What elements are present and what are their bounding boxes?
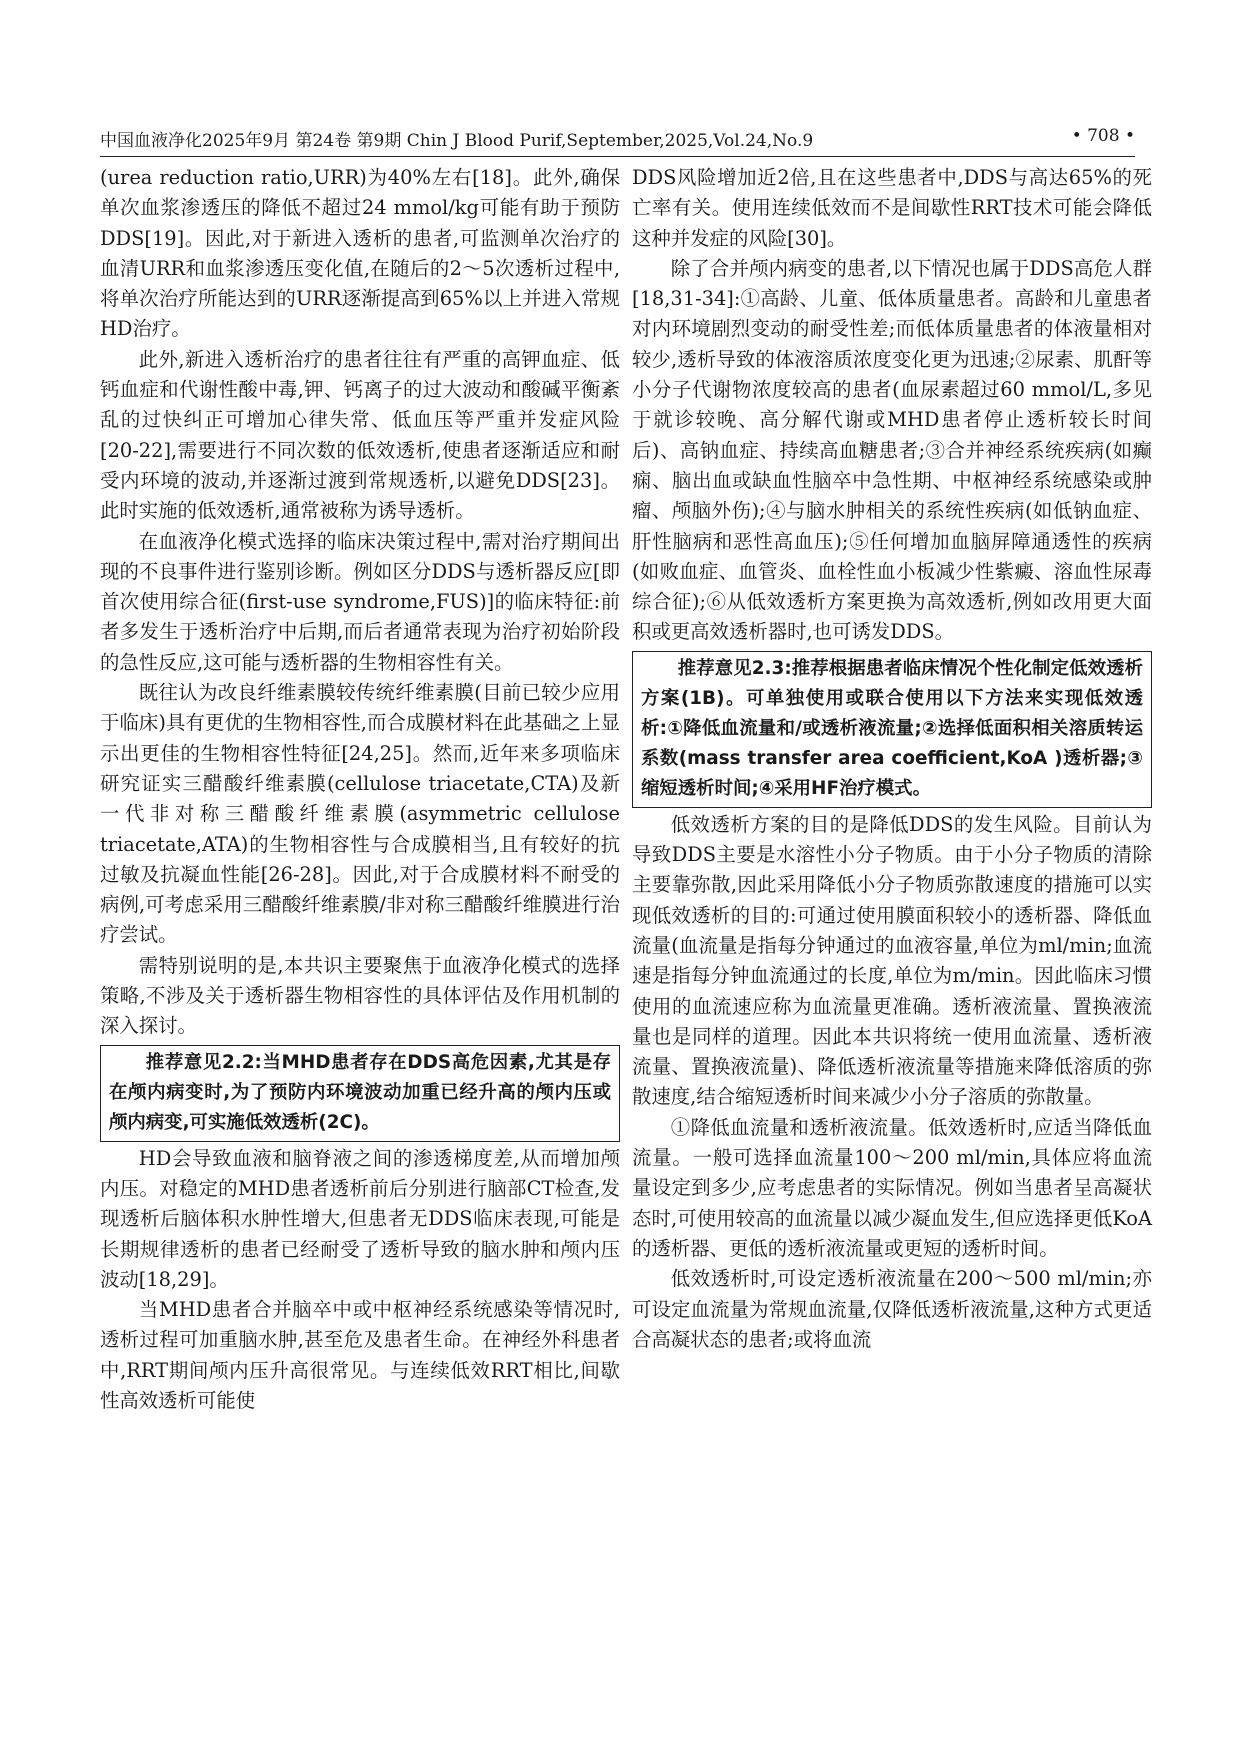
body-paragraph: 既往认为改良纤维素膜较传统纤维素膜(目前已较少应用于临床)具有更优的生物相容性,而合成膜材料在此基础之上显示出更佳的生物相容性特征[24,25]。然而,近年来多项临床研究证实三醋酸纤维素膜(cellulose triacetate,CTA)及新一代非对称三醋酸纤维素膜(asymmetric cellulose triacetate,ATA)的生物相容性与合成膜相当,且有较好的抗过敏及抗凝血性能[26-28]。因此,对于合成膜材料不耐受的病例,可考虑采用三醋酸纤维素膜/非对称三醋酸纤维膜进行治疗尝试。 (100, 681, 620, 947)
body-paragraph: DDS风险增加近2倍,且在这些患者中,DDS与高达65%的死亡率有关。使用连续低效而不是间歇性RRT技术可能会降低这种并发症的风险[30]。 (632, 166, 1152, 250)
right-column (632, 163, 1152, 1355)
body-paragraph: 低效透析方案的目的是降低DDS的发生风险。目前认为导致DDS主要是水溶性小分子物质。由于小分子物质的清除主要靠弥散,因此采用降低小分子物质弥散速度的措施可以实现低效透析的目的:可通过使用膜面积较小的透析器、降低血流量(血流量是指每分钟通过的血液容量,单位为ml/min;血流速是指每分钟血流通过的长度,单位为m/min。因此临床习惯使用的血流速应称为血流量更准确。透析液流量、置换液流量也是同样的道理。因此本共识将统一使用血流量、透析液流量、置换液流量)、降低透析液流量等措施来降低溶质的弥散速度,结合缩短透析时间来减少小分子溶质的弥散量。 (632, 812, 1152, 1109)
body-paragraph: 在血液净化模式选择的临床决策过程中,需对治疗期间出现的不良事件进行鉴别诊断。例如区分DDS与透析器反应[即首次使用综合征(first-use syndrome,FUS)]的临床特征:前者多发生于透析治疗中后期,而后者通常表现为治疗初始阶段的急性反应,这可能与透析器的生物相容性有关。 (100, 529, 620, 674)
body-paragraph: HD会导致血液和脑脊液之间的渗透梯度差,从而增加颅内压。对稳定的MHD患者透析前后分别进行脑部CT检查,发现透析后脑体积水肿性增大,但患者无DDS临床表现,可能是长期规律透析的患者已经耐受了透析导致的脑水肿和颅内压波动[18,29]。 (100, 1146, 620, 1291)
journal-citation: 中国血液净化2025年9月 第24卷 第9期 Chin J Blood Purif,September,2025,Vol.24,No.9 (100, 131, 814, 151)
body-paragraph: ①降低血流量和透析液流量。低效透析时,应适当降低血流量。一般可选择血流量100～200 ml/min,具体应将血流量设定到多少,应考虑患者的实际情况。例如当患者呈高凝状态时,可使用较高的血流量以减少凝血发生,但应选择更低KoA的透析器、更低的透析液流量或更短的透析时间。 (632, 1115, 1152, 1260)
running-header (100, 126, 1135, 156)
recommendation-text: 推荐意见2.3:推荐根据患者临床情况个性化制定低效透析方案(1B)。可单独使用或联合使用以下方法来实现低效透析:①降低血流量和/或透析液流量;②选择低面积相关溶质转运系数(mass transfer area coefficient,KoA )透析器;③缩短透析时间;④采用HF治疗模式。 (641, 657, 1143, 799)
recommendation-text: 推荐意见2.2:当MHD患者存在DDS高危因素,尤其是存在颅内病变时,为了预防内环境波动加重已经升高的颅内压或颅内病变,可实施低效透析(2C)。 (109, 1051, 611, 1133)
recommendation-box (632, 651, 1152, 808)
body-paragraph: 当MHD患者合并脑卒中或中枢神经系统感染等情况时,透析过程可加重脑水肿,甚至危及患者生命。在神经外科患者中,RRT期间颅内压升高很常见。与连续低效RRT相比,间歇性高效透析可能使 (100, 1298, 620, 1412)
body-paragraph: 除了合并颅内病变的患者,以下情况也属于DDS高危人群[18,31-34]:①高龄、儿童、低体质量患者。高龄和儿童患者对内环境剧烈变动的耐受性差;而低体质量患者的体液量相对较少,透析导致的体液溶质浓度变化更为迅速;②尿素、肌酐等小分子代谢物浓度较高的患者(血尿素超过60 mmol/L,多见于就诊较晚、高分解代谢或MHD患者停止透析较长时间后)、高钠血症、持续高血糖患者;③合并神经系统疾病(如癫痫、脑出血或缺血性脑卒中急性期、中枢神经系统感染或肿瘤、颅脑外伤);④与脑水肿相关的系统性疾病(如低钠血症、肝性脑病和恶性高血压);⑤任何增加血脑屏障通透性的疾病(如败血症、血管炎、血栓性血小板减少性紫癜、溶血性尿毒综合征);⑥从低效透析方案更换为高效透析,例如改用更大面积或更高效透析器时,也可诱发DDS。 (632, 256, 1152, 644)
body-paragraph: (urea reduction ratio,URR)为40%左右[18]。此外,确保单次血浆渗透压的降低不超过24 mmol/kg可能有助于预防DDS[19]。因此,对于新进入透析的患者,可监测单次治疗的血清URR和血浆渗透压变化值,在随后的2～5次透析过程中,将单次治疗所能达到的URR逐渐提高到65%以上并进入常规HD治疗。 (100, 166, 620, 341)
page-number: • 708 • (1071, 126, 1135, 146)
body-paragraph: 需特别说明的是,本共识主要聚焦于血液净化模式的选择策略,不涉及关于透析器生物相容性的具体评估及作用机制的深入探讨。 (100, 953, 620, 1038)
header-rule (100, 156, 1135, 157)
body-paragraph: 低效透析时,可设定透析液流量在200～500 ml/min;亦可设定血流量为常规血流量,仅降低透析液流量,这种方式更适合高凝状态的患者;或将血流 (632, 1267, 1152, 1351)
body-paragraph: 此外,新进入透析治疗的患者往往有严重的高钾血症、低钙血症和代谢性酸中毒,钾、钙离子的过大波动和酸碱平衡紊乱的过快纠正可增加心律失常、低血压等严重并发症风险[20-22],需要进行不同次数的低效透析,使患者逐渐适应和耐受内环境的波动,并逐渐过渡到常规透析,以避免DDS[23]。此时实施的低效透析,通常被称为诱导透析。 (100, 347, 620, 523)
recommendation-box (100, 1045, 620, 1142)
left-column (100, 163, 620, 1416)
